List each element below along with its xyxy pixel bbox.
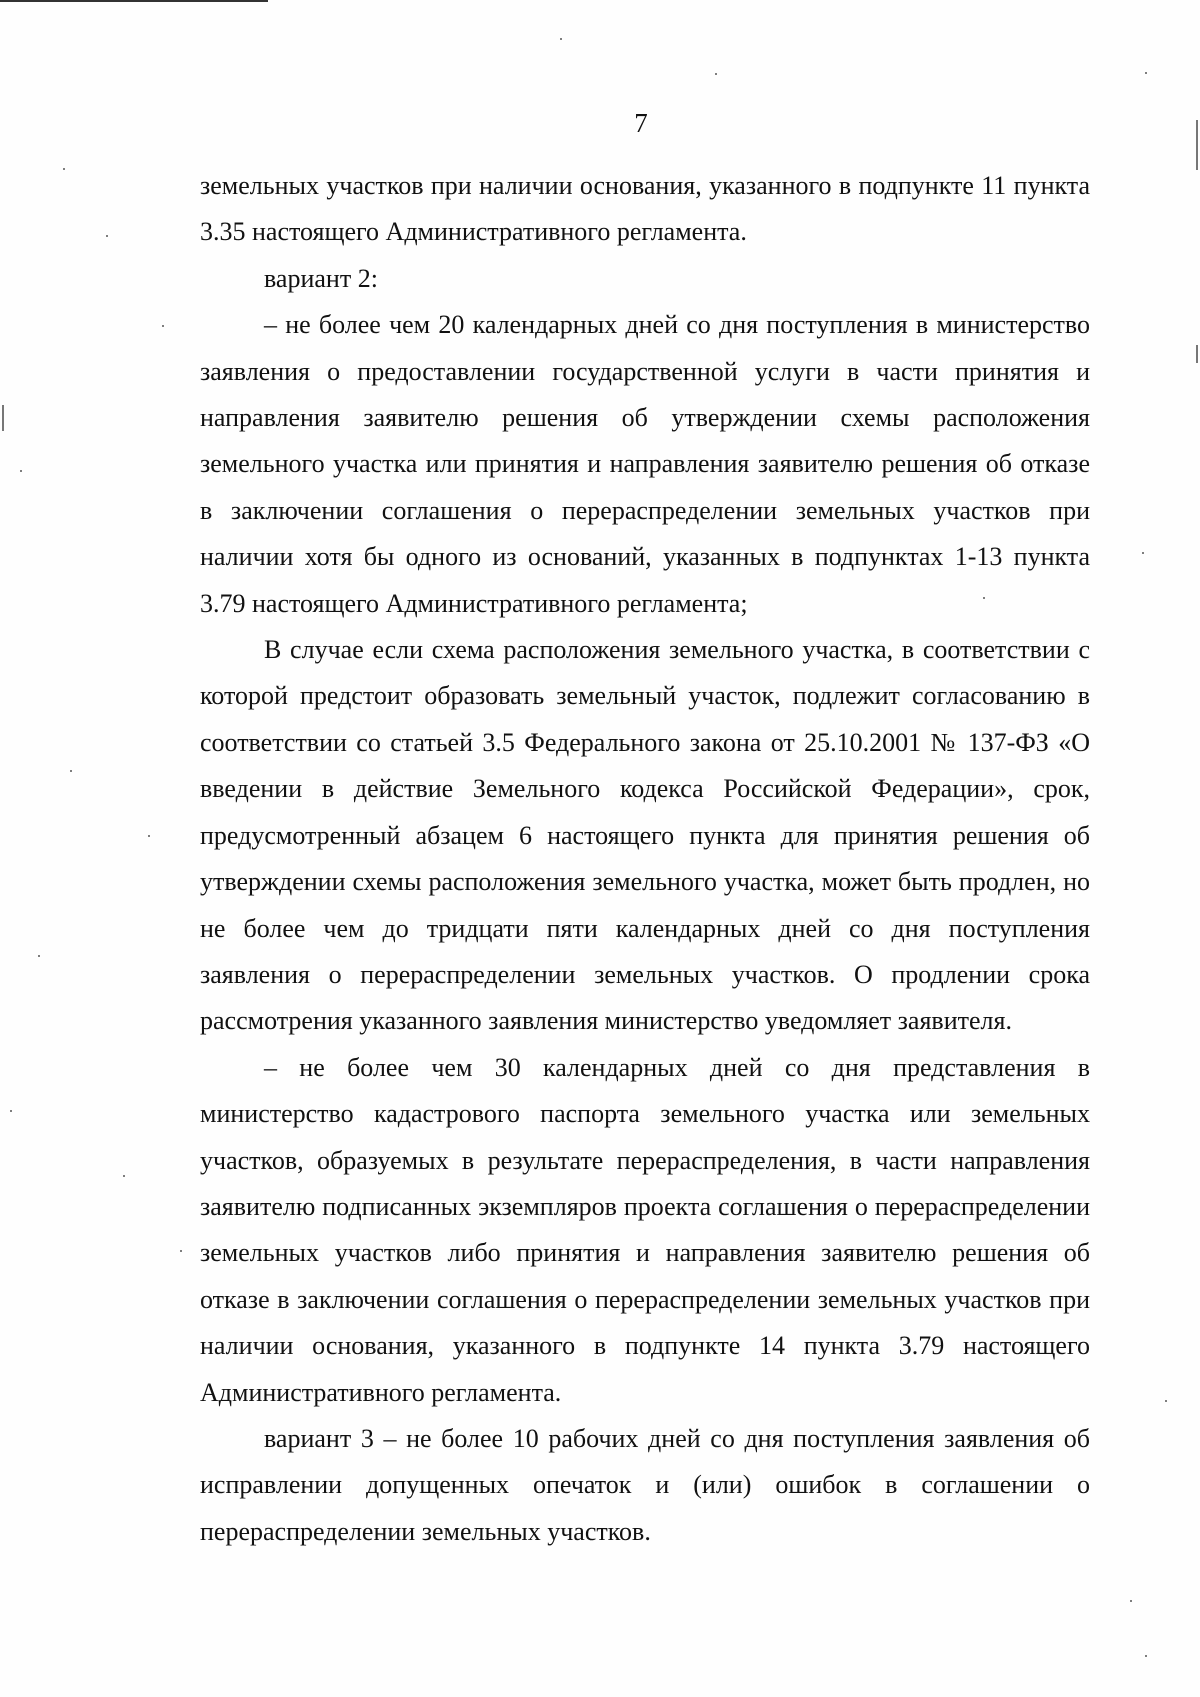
scan-speck: [162, 325, 164, 327]
scan-speck: [10, 1110, 12, 1112]
scan-speck: [180, 1250, 182, 1252]
page-number: 7: [634, 108, 648, 138]
document-body: [200, 163, 1090, 1555]
scan-speck: [1145, 1655, 1147, 1657]
scan-speck: [38, 955, 40, 957]
scan-speck: [1165, 1400, 1167, 1402]
scan-speck: [1142, 552, 1144, 554]
paragraph-variant-2-term-30-days: – не более чем 30 календарных дней со дня представления в министерство кадастрового паспорта земельного участка или земельных участков, образуемых в результате перераспределения, в части направления заявителю подписанных экземпляров проекта соглашения о перераспределении земельных участков либо принятия и направления заявителю решения об отказе в заключении соглашения о перераспределении земельных участков при наличии основания, указанного в подпункте 14 пункта 3.79 настоящего Административного регламента.: [200, 1052, 1090, 1407]
scan-speck: [63, 168, 65, 170]
paragraph-variant-3: вариант 3 – не более 10 рабочих дней со дня поступления заявления об исправлении допущенных опечаток и (или) ошибок в соглашении о перераспределении земельных участков.: [200, 1423, 1090, 1546]
scan-speck: [70, 770, 72, 772]
scan-speck: [560, 38, 562, 40]
scan-edge-mark: [1196, 120, 1198, 170]
scan-speck: [715, 73, 717, 75]
scan-edge-line: [0, 0, 268, 2]
scan-speck: [123, 1175, 125, 1177]
scan-speck: [20, 470, 22, 472]
scan-speck: [1145, 72, 1147, 74]
scan-speck: [106, 235, 108, 237]
paragraph-scheme-approval-extension: В случае если схема расположения земельного участка, в соответствии с которой предстоит образовать земельный участок, подлежит согласованию в соответствии со статьей 3.5 Федерального закона от 25.10.2001 № 137-ФЗ «О введении в действие Земельного кодекса Российской Федерации», срок, предусмотренный абзацем 6 настоящего пункта для принятия решения об утверждении схемы расположения земельного участка, может быть продлен, но не более чем до тридцати пяти календарных дней со дня поступления заявления о перераспределении земельных участков. О продлении срока рассмотрения указанного заявления министерство уведомляет заявителя.: [200, 635, 1090, 1036]
scan-edge-mark: [1196, 345, 1198, 363]
scan-speck: [148, 835, 150, 837]
scan-speck: [1130, 1600, 1132, 1602]
scan-speck: [983, 597, 985, 599]
paragraph-variant-2-term-20-days: – не более чем 20 календарных дней со дня поступления в министерство заявления о предоставлении государственной услуги в части принятия и направления заявителю решения об утверждении схемы расположения земельного участка или принятия и направления заявителю решения об отказе в заключении соглашения о перераспределении земельных участков при наличии хотя бы одного из оснований, указанных в подпунктах 1-13 пункта 3.79 настоящего Административного регламента;: [200, 310, 1090, 618]
paragraph-continuation: земельных участков при наличии основания, указанного в подпункте 11 пункта 3.35 настоящего Административного регламента.: [200, 171, 1090, 247]
scan-edge-mark: [2, 405, 4, 431]
paragraph-variant-2-heading: вариант 2:: [264, 263, 378, 293]
